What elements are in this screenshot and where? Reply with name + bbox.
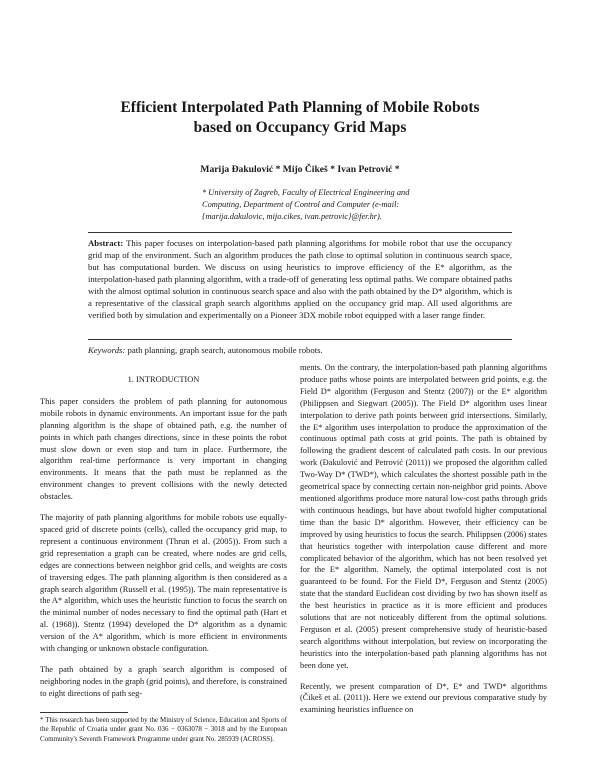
footnote-rule xyxy=(40,712,128,713)
abstract-label: Abstract: xyxy=(88,238,124,248)
right-column xyxy=(300,362,547,725)
keywords xyxy=(88,344,512,356)
intro-paragraph-3: The path obtained by a graph search algorithm is composed of neighboring nodes in the graph (grid points), and therefore, is constrained to eight directions of path seg- xyxy=(40,664,287,698)
abstract-text: This paper focuses on interpolation-based path planning algorithms for mobile robot that use the occupancy grid map of the environment. Such an algorithm produces the path close to optimal solution in continuous search space, but has computational burden. We discuss on using heuristics to improve efficiency of the E* algorithm, as the interpolation-based path planning algorithm, with a trade-off of generating less optimal paths. We compare obtained paths with the almost optimal solution in continuous search space and also with the path obtained by the D* algorithm, which is a representative of the classical graph search algorithms applied on the occupancy grid map. All used algorithms are verified both by simulation and experimentally on a Pioneer 3DX mobile robot equipped with a laser range finder. xyxy=(88,238,512,320)
right-paragraph-2: Recently, we present comparation of D*, E* and TWD* algorithms (Čikeš et al. (2011)). Here we extend our previous comparative study by examining heuristics influence on xyxy=(300,681,547,715)
keywords-label: Keywords: xyxy=(88,345,126,355)
abstract xyxy=(88,237,512,321)
left-column xyxy=(40,368,287,709)
abstract-top-rule xyxy=(88,232,512,233)
intro-paragraph-1: This paper considers the problem of path planning for autonomous mobile robots in dynamic environments. An important issue for the path planning algorithm is the shape of obtained path, e.g. the number of points in which path changes directions, since in these points the robot must slow down or even stop and turn in place. Furthermore, the algorithm real-time performance is very important in changing environments. It means that the path must be replanned as the environment changes to prevent collisions with the newly detected obstacles. xyxy=(40,396,287,502)
keywords-text: path planning, graph search, autonomous mobile robots. xyxy=(127,345,323,355)
paper-title: Efficient Interpolated Path Planning of Mobile Robots based on Occupancy Grid Maps xyxy=(120,99,480,136)
affiliation: * University of Zagreb, Faculty of Electrical Engineering and Computing, Department of Control and Computer (e-mail: {marija.dakulovic, mijo.cikes, ivan.petrovic}@fer.hr). xyxy=(202,188,410,221)
section-heading-introduction: 1. INTRODUCTION xyxy=(127,375,200,384)
right-paragraph-1: ments. On the contrary, the interpolation-based path planning algorithms produce paths whose points are interpolated between grid points, e.g. the Field D* algorithm (Ferguson and Stentz (2007)) or the E* algorithm (Philippsen and Siegwart (2005)). The Field D* algorithm uses linear interpolation to derive path points between grid intersections. Similarly, the E* algorithm uses interpolation to produce the approximation of the continuous optimal path costs at grid points. The path is obtained by following the gradient descent of calculated path costs. In our previous work (Đakulović and Petrović (2011)) we proposed the algorithm called Two-Way D* (TWD*), which calculates the shortest possible path in the geometrical space by connecting certain non-neighbor grid points. Above mentioned algorithms produce more natural low-cost paths through grids with continuous headings, but have about twofold higher computational time than the basic D* algorithm. However, their efficiency can be improved by using heuristics to focus the search. Philippsen (2006) states that heuristics together with interpolation cause different and more complicated behavior of the algorithm, which has not been resolved yet for the E* algorithm. Namely, the optimal interpolated cost is not guaranteed to be found. For the Field D*, Ferguson and Stentz (2005) state that the standard Euclidean cost dividing by two has shown itself as the best heuristics in practice as it is more efficient and produces solutions that are not noticeably different from the optimal solutions. Ferguson et al. (2005) present comprehensive study of heuristic-based search algorithms without interpolation, but review on incorporating the heuristics into the interpolation-based path planning algorithms has not been done yet. xyxy=(300,363,547,670)
intro-paragraph-2: The majority of path planning algorithms for mobile robots use equally-spaced grid of discrete points (cells), called the occupancy grid map, to represent a continuous environment (Thrun et al. (2005)). From such a grid representation a graph can be created, where nodes are grid cells, edges are connections between neighbor grid cells, and weights are costs of traversing edges. The path planning algorithm is then considered as a graph search algorithm (Russell et al. (1995)). The main representative is the A* algorithm, which uses the heuristic function to focus the search on the minimal number of nodes necessary to find the optimal path (Hart et al. (1968)). Stentz (1994) developed the D* algorithm as a dynamic version of the A* algorithm, which is more efficient in environments with changing or unknown obstacle configuration. xyxy=(40,513,287,654)
abstract-bottom-rule xyxy=(88,339,512,340)
funding-footnote: * This research has been supported by the Ministry of Science, Education and Sports of the Republic of Croatia under grant No. 036 − 0363078 − 3018 and by the European Community's Seventh Framework Programme under grant No. 285939 (ACROSS). xyxy=(40,716,287,743)
author-list: Marija Đakulović * Mijo Čikeš * Ivan Petrović * xyxy=(200,164,400,175)
